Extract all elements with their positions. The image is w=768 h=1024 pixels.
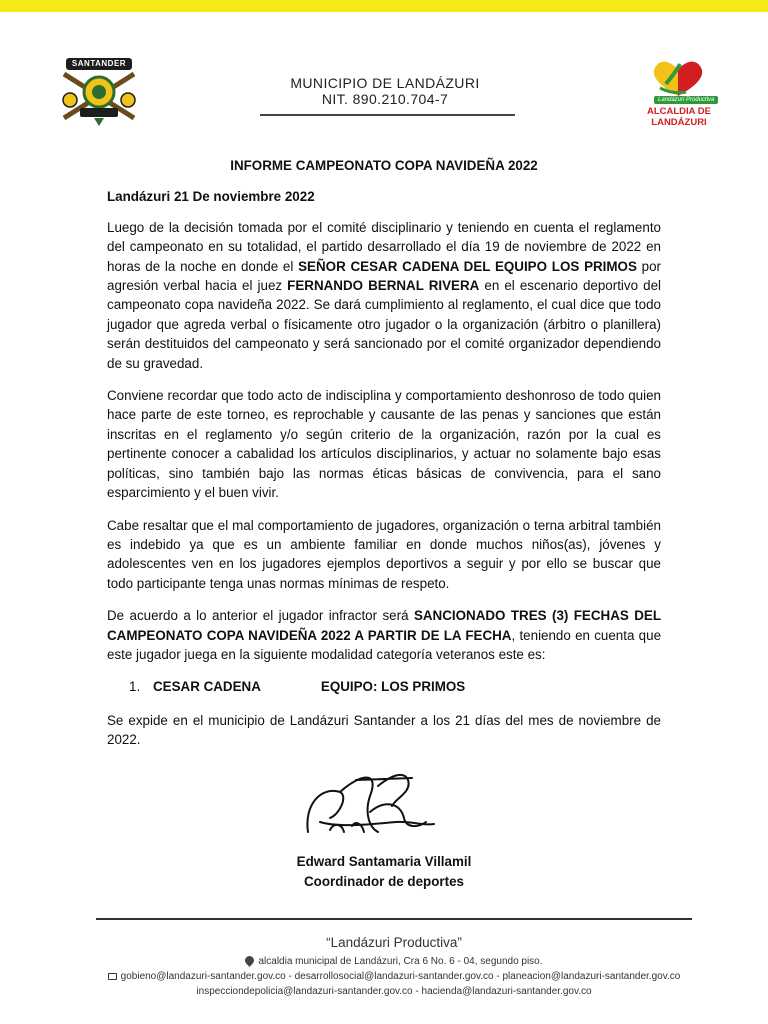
footer-emails-2: inspecciondepolicia@landazuri-santander.gov.co - hacienda@landazuri-santander.gov.co [196, 986, 592, 997]
letterhead [0, 50, 768, 130]
paragraph-1-text-c: por agresión verbal hacia el juez [107, 258, 661, 294]
footer-emails-line-1 [96, 969, 692, 984]
document-date: Landázuri 21 De noviembre 2022 [107, 189, 315, 205]
footer-divider [96, 918, 692, 920]
heart-logo-icon [646, 58, 710, 98]
signer-role: Coordinador de deportes [304, 874, 464, 889]
paragraph-1-text-d: en el escenario deportivo del campeonato copa navideña 2022. Se dará cumplimiento al reglamento, el cual dice que todo jugador que agreda verbal o físicamente otro jugador o la organización (árbitro o planillera) serán destituidos del campeonato y será sancionado por el comité organizador dependiendo de su gravedad. [107, 278, 661, 371]
footer-slogan: “Landázuri Productiva” [326, 935, 462, 950]
alcaldia-logo-tag: Landázuri Productiva [654, 96, 718, 104]
paragraph-5: Se expide en el municipio de Landázuri Santander a los 21 días del mes de noviembre de 2022. [107, 712, 661, 748]
municipality-name: MUNICIPIO DE LANDÁZURI [290, 75, 480, 91]
paragraph-2: Conviene recordar que todo acto de indisciplina y comportamiento deshonroso de todo quien hace parte de este torneo, es reprochable y causante de las penas y sanciones que están inscritas en el reglamento y/o según criterio de la organización, razón por la cual es pertinente conocer a cabalidad los artículos disciplinarios, y actuar no solamente bajo esas políticas, sino también bajo las normas éticas básicas de convivencia, para el sano esparcimiento y el buen vivir. [107, 388, 661, 501]
santander-logo [58, 54, 140, 128]
top-yellow-bar [0, 0, 768, 12]
heading-underline [260, 114, 515, 116]
list-item-team: EQUIPO: LOS PRIMOS [320, 679, 466, 695]
footer-emails-1: gobieno@landazuri-santander.gov.co - desarrollosocial@landazuri-santander.gov.co - planeacion@landazuri-santander.gov.co [120, 971, 681, 982]
footer-address: alcaldia municipal de Landázuri, Cra 6 No. 6 - 04, segundo piso. [258, 956, 543, 967]
handwritten-signature [300, 766, 450, 846]
email-icon [108, 973, 117, 980]
paragraph-1 [107, 218, 661, 373]
paragraph-4-bold-sanction: SANCIONADO TRES (3) FECHAS DEL CAMPEONATO COPA NAVIDEÑA 2022 A PARTIR DE LA FECHA [107, 608, 661, 643]
paragraph-1-bold-player: SEÑOR CESAR CADENA DEL EQUIPO LOS PRIMOS [298, 258, 637, 274]
paragraph-4 [107, 606, 661, 664]
signer-name: Edward Santamaria Villamil [296, 854, 472, 869]
paragraph-4-text-c: , teniendo en cuenta que este jugador juega en la siguiente modalidad categoría veteranos este es: [107, 627, 662, 662]
municipality-heading [260, 75, 510, 107]
alcaldia-logo-name: ALCALDIA DE LANDÁZURI [646, 106, 712, 128]
footer-address-line [96, 954, 692, 969]
list-item-number: 1. [129, 679, 141, 695]
alcaldia-logo [624, 58, 734, 128]
paragraph-4-text-a: De acuerdo a lo anterior el jugador infractor será [107, 608, 414, 624]
document-body [107, 156, 661, 763]
location-pin-icon [244, 954, 257, 967]
paragraph-1-bold-judge: FERNANDO BERNAL RIVERA [287, 278, 480, 294]
municipality-nit: NIT. 890.210.704-7 [321, 91, 449, 107]
santander-logo-text: SANTANDER [66, 58, 132, 70]
list-item-player: CESAR CADENA [153, 679, 261, 695]
document-title: INFORME CAMPEONATO COPA NAVIDEÑA 2022 [230, 158, 538, 173]
santander-emblem-icon [58, 68, 140, 128]
signature-block [234, 852, 534, 892]
footer [96, 933, 692, 999]
list-item [129, 677, 661, 696]
paragraph-1-text-a: Luego de la decisión tomada por el comité disciplinario y teniendo en cuenta el reglamento del campeonato en su totalidad, el partido desarrollado el día 19 de noviembre de 2022 en horas de la noche en donde el [107, 219, 661, 274]
paragraph-3: Cabe resaltar que el mal comportamiento de jugadores, organización o terna arbitral también es indebido ya que es un ambiente familiar en donde muchos niños(as), jóvenes y adolescentes ven en los jugadores ejemplos deportivos a seguir y por ello se buscar que todo participante tenga unas normas mínimas de respeto. [107, 517, 661, 591]
